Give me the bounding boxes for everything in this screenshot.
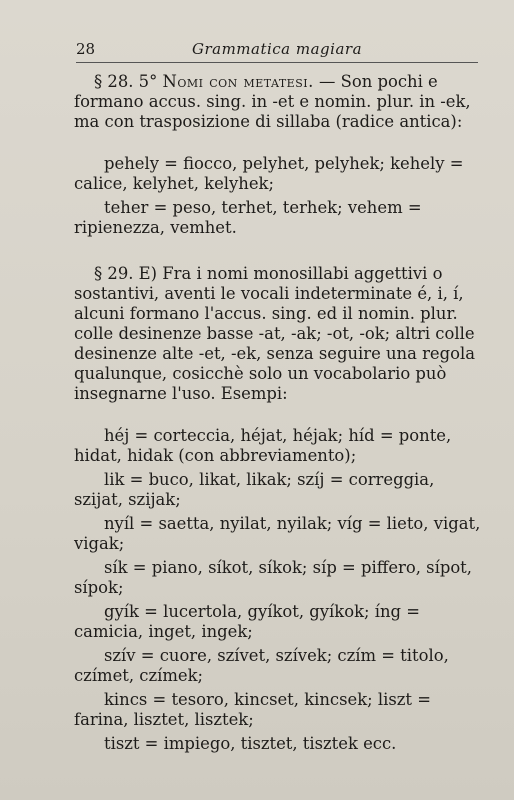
section-28-number: § 28. 5°	[94, 72, 163, 91]
section-29-paragraph: § 29. E) Fra i nomi monosillabi aggettivi o sostantivi, aventi le vocali indeterminate é, i, í, alcuni formano l'accus. sing. ed il nomin. plur. colle desinenze basse -at, -ak; -ot, -ok; altri colle desinenze alte -et, -ek, senza seguire una regola qualunque, cosicchè solo un vocabolario può insegnarne l'uso. Esempi:	[74, 264, 475, 403]
page-number: 28	[76, 40, 96, 58]
section-28-example: pehely = fiocco, pelyhet, pelyhek; kehely = calice, kelyhet, kelyhek;	[74, 154, 464, 193]
section-29-example: gyík = lucertola, gyíkot, gyíkok; íng = camicia, inget, ingek;	[74, 602, 420, 641]
section-29-example: sík = piano, síkot, síkok; síp = piffero, sípot, sípok;	[74, 558, 472, 597]
section-29-example: lik = buco, likat, likak; szíj = correggia, szijat, szijak;	[74, 470, 435, 509]
section-29-example: tiszt = impiego, tisztet, tisztek ecc.	[104, 734, 397, 753]
section-28-example: teher = peso, terhet, terhek; vehem = ripienezza, vemhet.	[74, 198, 422, 237]
running-title: Grammatica magiara	[191, 40, 363, 58]
section-29-example: kincs = tesoro, kincset, kincsek; liszt = farina, lisztet, lisztek;	[74, 690, 431, 729]
page-body	[74, 72, 488, 758]
section-28-heading: Nomi con metatesi.	[162, 72, 314, 91]
page-header	[76, 40, 478, 63]
section-29-example: nyíl = saetta, nyilat, nyilak; víg = lieto, vigat, vigak;	[74, 514, 481, 553]
section-28-text: — Son pochi e formano accus. sing. in -et e nomin. plur. in -ek, ma con trasposizione di sillaba (radice antica):	[74, 72, 471, 131]
section-29-example: szív = cuore, szívet, szívek; czím = titolo, czímet, czímek;	[74, 646, 449, 685]
section-28-paragraph	[74, 72, 488, 132]
section-29-example: héj = corteccia, héjat, héjak; híd = ponte, hidat, hidak (con abbreviamento);	[74, 426, 452, 465]
